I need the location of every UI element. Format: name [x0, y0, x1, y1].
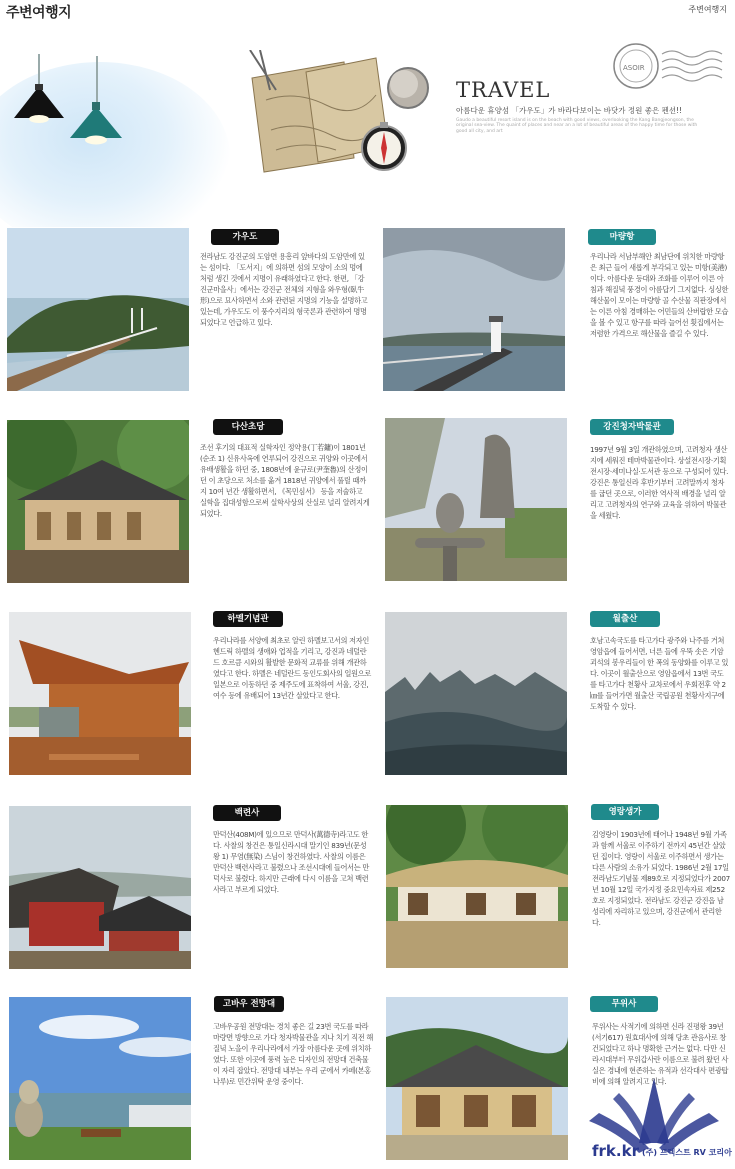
place-desc: 무위사는 사적기에 의하면 신라 진평왕 39년(서기617) 원효대사에 의해 당초 관음사로 창건되었다고 하나 명확한 근거는 없다. 다만 신라시대부터 무위갑사란 이름으로 불려 왔던 사실은 경내에 현존하는 유적과 선각대사 편광탑비에 의해 알려지고 있다. — [592, 1022, 729, 1087]
place-desc: 고바우공원 전망대는 경치 좋은 길 23번 국도를 따라 마량면 방향으로 가다 청자박물관을 지나 치기 직전 해질녘 노을이 우리나라에서 가장 아름다운 곳에 위치하였다. 또한 이곳에 풍력 높은 디자인의 전망대 건축물이 자리 잡았다. 전망대 내부는 우리 군에서 카페(본홍나루)로 민간위탁 운영 중이다. — [213, 1022, 374, 1087]
place-tag: 마량항 — [588, 229, 656, 245]
photo-dasan — [7, 420, 189, 583]
place-tag: 영랑생가 — [591, 804, 659, 820]
photo-maryang — [383, 228, 565, 391]
watermark-brand: frk.kr — [592, 1142, 639, 1160]
breadcrumb[interactable]: 주변여행지 — [688, 5, 727, 14]
page-title: 주변여행지 — [6, 5, 72, 21]
place-tag: 백련사 — [213, 805, 281, 821]
photo-hamel — [9, 612, 191, 775]
place-tag: 강진청자박물관 — [590, 419, 674, 435]
photo-wolchulsan — [385, 612, 567, 775]
place-tag: 고바우 전망대 — [214, 996, 284, 1012]
photo-yeongnang-house — [386, 805, 568, 968]
map-compass-illustration — [246, 50, 436, 180]
place-desc: 호남고속국도를 타고가다 광주와 나주를 거쳐 영암읍에 들어서면, 너른 들에 우뚝 솟은 기암괴석의 봉우리들이 한 폭의 동양화를 이루고 있다. 이곳이 월출산으로 영암읍에서 13번 국도를 타고가다 천황사 교차로에서 우회전후 약 2㎞를 들어가면 월출산 국립공원 천황사지구에 도착할 수 있다. — [590, 636, 729, 712]
travel-word: TRAVEL — [456, 78, 551, 102]
place-desc: 만덕산(408M)에 있으므로 만덕사(萬德寺)라고도 한다. 사찰의 창건은 통일신라시대 말기인 839년(문성왕 1) 무염(無染) 스님이 창건하였다. 사찰의 이름은 만덕산 백련사라고 불렸으나 조선시대에 들어서는 만덕사로 불렸다. 하지만 근래에 다시 이름을 고쳐 백련사라고 부르게 되었다. — [213, 830, 370, 895]
postmark-stamp-icon — [610, 40, 728, 90]
place-desc: 전라남도 강진군의 도암면 용흥리 앞바다의 도암만에 있는 섬이다. 「도서지」에 의하면 섬의 모양이 소의 멍에처럼 생긴 것에서 지명이 유래하였다고 한다. 한편, 「강진군마을사」에서는 강진군 전체의 지형을 와우형(臥牛形)으로 묘사하면서 소와 관련된 지명의 기능을 설명하고 있는데, 가우도도 이 풍수지리의 형국론과 관련하여 명명되었다고 언급하고 있다. — [200, 252, 368, 328]
place-desc: 우리나라를 서양에 최초로 알린 하멜보고서의 저자인 헨드릭 하멜의 생애와 업적을 기리고, 강진과 네덜란드 호르큼 시와의 활발한 문화적 교류를 위해 개관하였다고 한다. 하멜은 네덜란드 동인도회사의 일원으로 일본으로 이동하던 중 제주도에 표착하여 서울, 강진, 여수 등에 유배되어 13년간 살았다고 한다. — [213, 636, 372, 701]
place-desc: 조선 후기의 대표적 실학자인 정약용(丁若鏞)이 1801년(순조 1) 신유사옥에 연루되어 강진으로 귀양와 이곳에서 유배생활을 하던 중, 1808년에 윤규로(尹奎魯)의 산정이던 이 초당으로 처소를 옮겨 1818년 귀양에서 풀릴 때까지 10여 년간 생활하면서, 《목민심서》 등을 저술하고 실학을 집대성함으로써 실학사상의 산실로 널리 알려지게 되었다. — [200, 443, 370, 519]
place-desc: 1997년 9월 3일 개관하였으며, 고려청자 생산지에 세워진 테마박물관이다. 상설전시장·기획전시장·세미나실·도서관 등으로 구성되어 있다. 강진은 통일신라 후반기부터 고려말까지 청자를 굽던 곳으로, 이러한 역사적 배경을 널리 알리고 고려청자의 연구와 교육을 위하여 박물관을 세웠다. — [590, 445, 729, 521]
photo-muwisa — [386, 997, 568, 1160]
black-lamp-icon — [12, 84, 66, 124]
place-desc: 우리나라 서남부해안 최남단에 위치한 마량항은 최근 들어 새롭게 부각되고 있는 미항(美港)이다. 아름다운 등대와 조화를 이루어 이른 아침과 해질녘 풍경이 아름답기 그지없다. 싱싱한 해산물이 모이는 마량항 골 수산물 직판장에서는 이른 아침 경매하는 어민들의 산버랍한 모습을 볼 수 있고 항구를 따라 늘어선 횟집에서는 저렴한 가격으로 해산물을 즐길 수 있다. — [590, 252, 729, 339]
place-tag: 월출산 — [590, 611, 660, 627]
photo-gaudo — [7, 228, 189, 391]
lamp-cord — [38, 54, 40, 88]
photo-gobau-observatory — [9, 997, 191, 1160]
stamp-text: ASOIR — [623, 64, 645, 72]
watermark-company: (주) 프렉스트 RV 코리아 — [642, 1148, 732, 1157]
place-tag: 다산초당 — [213, 419, 283, 435]
place-tag: 하멜기념관 — [213, 611, 283, 627]
photo-baengnyeonsa — [9, 806, 191, 969]
place-tag: 가우도 — [211, 229, 279, 245]
place-tag: 무위사 — [590, 996, 658, 1012]
travel-subtitle: 아름다운 휴양섬 「가우도」가 바라다보이는 바닷가 정원 좋은 펜션!! — [456, 106, 683, 115]
lamp-cord — [96, 56, 98, 104]
place-desc: 김영랑이 1903년에 태어나 1948년 9월 가족과 함께 서울로 이주하기 전까지 45년간 살았던 집이다. 영랑이 서울로 이주하면서 생가는 다른 사람의 소유가 되었다. 1986년 2월 17일 전라남도기념물 제89호로 지정되었다가 2007년 10월 12일 국가지정 중요민속자료 제252호로 지정되었다. 전라남도 강진군 강진읍 남성리에 자리하고 있으며, 강진군에서 관리한다. — [592, 830, 730, 928]
travel-banner — [0, 22, 735, 227]
travel-subtitle-en: Gaudo a beautiful resort island is on the beach with good views, overlooking the Kang Bangjeongson, the original sea-view. The quaint of places and near an a lot of beautiful areas of the happy time for those with good all city, and art — [456, 118, 698, 134]
teal-lamp-icon — [68, 102, 124, 148]
photo-celadon-museum — [385, 418, 567, 581]
